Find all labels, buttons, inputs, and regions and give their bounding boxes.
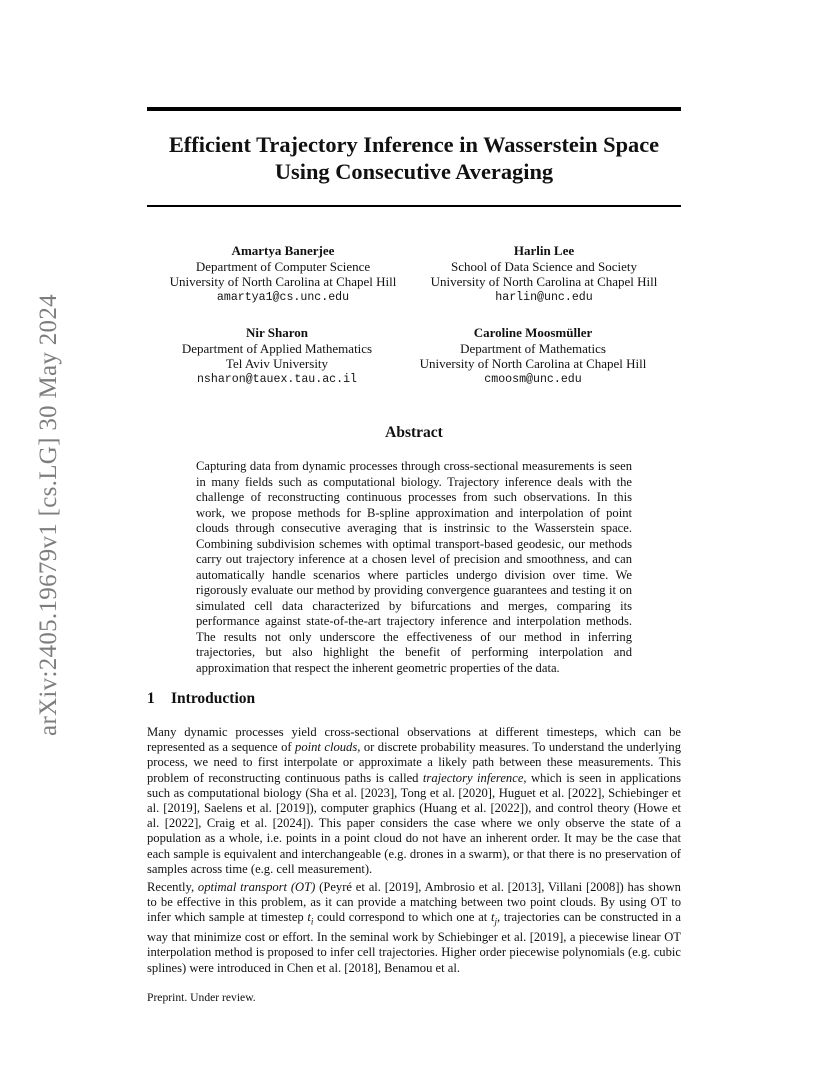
title-line-2: Using Consecutive Averaging bbox=[274, 159, 554, 184]
author-department: School of Data Science and Society bbox=[451, 258, 637, 274]
section-title: Introduction bbox=[171, 690, 256, 707]
title-bottom-rule bbox=[147, 205, 681, 207]
author-department: Department of Computer Science bbox=[195, 258, 371, 274]
emphasis: trajectory inference bbox=[422, 770, 524, 785]
author-name: Amartya Banerjee bbox=[231, 243, 335, 258]
author-affiliation: University of North Carolina at Chapel Hill bbox=[169, 274, 397, 289]
text-span: Many dynamic processes yield cross-sectional observations at different timesteps, which can be represented as a sequence of bbox=[147, 725, 681, 755]
text-span: , or discrete probability measures. To understand the underlying process, we need to first interpolate or approximate a likely path between these measurements. This problem of reconstructing continuous paths is called bbox=[147, 740, 681, 785]
intro-paragraph-1 bbox=[147, 725, 681, 877]
author-email: cmoosm@unc.edu bbox=[484, 372, 582, 386]
author-block bbox=[182, 325, 372, 387]
author-affiliation: University of North Carolina at Chapel Hill bbox=[419, 356, 647, 371]
emphasis: optimal transport (OT) bbox=[197, 880, 316, 894]
abstract-heading: Abstract bbox=[385, 424, 443, 441]
emphasis: point clouds bbox=[295, 740, 358, 755]
author-department: Department of Mathematics bbox=[460, 340, 606, 356]
author-affiliation: University of North Carolina at Chapel Hill bbox=[430, 274, 658, 289]
author-affiliation: Tel Aviv University bbox=[225, 356, 329, 371]
math-subscript: i bbox=[310, 916, 314, 927]
author-block bbox=[431, 243, 658, 305]
text-span: (Peyré et al. [2019], Ambrosio et al. [2013], Villani [2008]) has shown to be effective in this problem, as it can provide a matching between two point clouds. By using OT to infer which sample at timestep bbox=[147, 880, 681, 925]
arxiv-identifier: arXiv:2405.19679v1 [cs.LG] 30 May 2024 bbox=[35, 294, 62, 736]
title-line-1: Efficient Trajectory Inference in Wasserstein Space bbox=[168, 132, 660, 157]
text-span: could correspond to which one at bbox=[313, 910, 491, 925]
text-span: , which is seen in applications such as computational biology (Sha et al. [2023], Tong et al. [2020], Huguet et al. [2022], Schiebinger et al. [2019], Saelens et al. [2019]), computer graphics (Huang et al. [2022]), and control theory (Howe et al. [2022], Craig et al. [2024]). This paper considers the case where we only observe the state of a population as a whole, i.e. points in a point cloud do not have an inherent order. It may be the case that each sample is equivalent and interchangeable (e.g. drones in a swarm), or that there is no preservation of samples across time (e.g. cell measurement). bbox=[147, 770, 681, 876]
math-base: t bbox=[490, 910, 495, 925]
author-email: harlin@unc.edu bbox=[495, 290, 593, 304]
abstract-body: Capturing data from dynamic processes through cross-sectional measurements is seen in many fields such as computational biology. Trajectory inference deals with the challenge of reconstructing continuous processes from such observations. In this work, we propose methods for B-spline approximation and interpolation of point clouds through consecutive averaging that is instrinsic to the Wasserstein space. Combining subdivision schemes with optimal transport-based geodesic, our methods carry out trajectory inference at a chosen level of precision and smoothness, and can automatically handle scenarios where particles undergo division over time. We rigorously evaluate our method by providing convergence guarantees and testing it on simulated cell data characterized by bifurcations and merges, comparing its performance against state-of-the-art trajectory inference and interpolation methods. The results not only underscore the effectiveness of our method in inferring trajectories, but also highlight the benefit of performing interpolation and approximation that respect the inherent geometric properties of the data. bbox=[196, 459, 632, 675]
author-department: Department of Applied Mathematics bbox=[181, 340, 373, 356]
author-name: Harlin Lee bbox=[513, 243, 575, 258]
author-name: Nir Sharon bbox=[245, 325, 309, 340]
footer-note: Preprint. Under review. bbox=[147, 991, 256, 1004]
section-number: 1 bbox=[147, 690, 155, 707]
text-span: Recently, bbox=[147, 880, 198, 894]
math-base: t bbox=[307, 910, 311, 925]
title-top-rule bbox=[147, 107, 681, 111]
author-email: amartya1@cs.unc.edu bbox=[216, 290, 350, 304]
section-heading bbox=[147, 690, 255, 708]
author-block bbox=[170, 243, 397, 305]
intro-paragraph-2 bbox=[147, 880, 681, 976]
paper-title bbox=[147, 131, 681, 185]
author-name: Caroline Moosmüller bbox=[473, 325, 593, 340]
math-subscript: j bbox=[494, 916, 497, 927]
author-email: nsharon@tauex.tau.ac.il bbox=[196, 372, 358, 386]
author-block bbox=[420, 325, 647, 387]
text-span: , trajectories can be constructed in a way that minimize cost or effort. In the seminal work by Schiebinger et al. [2019], a piecewise linear OT interpolation method is proposed to infer cell trajectories. Higher order piecewise polynomials (e.g. cubic splines) were introduced in Chen et al. [2018], Benamou et al. bbox=[147, 910, 681, 975]
